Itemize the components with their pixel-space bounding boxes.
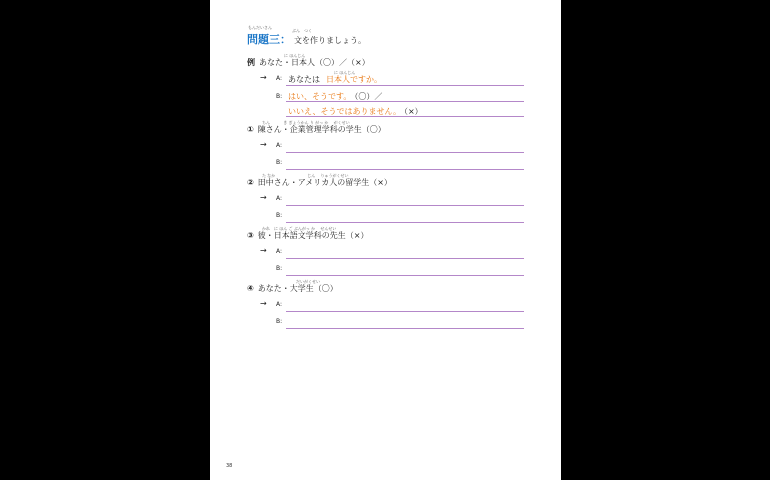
example-b-label: B: — [276, 93, 283, 100]
question-number: ④ — [247, 284, 254, 293]
arrow-icon: → — [260, 140, 267, 149]
answer-line — [286, 152, 524, 153]
b-label: B: — [276, 212, 283, 219]
arrow-icon: → — [260, 193, 267, 202]
example-b-part4: （×） — [403, 107, 423, 116]
title-instruction: 文を作りましょう。 — [294, 36, 366, 45]
answer-line — [286, 222, 524, 223]
question-number: ③ — [247, 231, 254, 240]
example-a-part1: あなたは — [288, 75, 320, 84]
answer-line — [286, 101, 524, 102]
page-number: 38 — [226, 463, 233, 469]
answer-line — [286, 275, 524, 276]
question-ruby: ちん き ぎょうかん り がっ か がくせい — [262, 120, 350, 125]
a-label: A: — [276, 248, 283, 255]
title-colon: ： — [280, 33, 291, 46]
answer-line — [286, 328, 524, 329]
question-number: ① — [247, 125, 254, 134]
question-text: あなた・大学生（〇） — [257, 284, 338, 293]
question-2 — [247, 177, 392, 188]
question-text: 田中さん・アメリカ人の留学生（×） — [257, 178, 392, 187]
question-ruby: だいがくせい — [296, 279, 320, 284]
answer-line — [286, 205, 524, 206]
question-4 — [247, 283, 338, 294]
example-prompt-text: あなた・日本人（〇）／（×） — [259, 58, 370, 67]
b-label: B: — [276, 318, 283, 325]
example-arrow-icon: → — [260, 73, 267, 82]
example-label: 例 — [247, 58, 255, 67]
b-label: B: — [276, 159, 283, 166]
answer-line — [286, 116, 524, 117]
example-a-label: A: — [276, 75, 283, 82]
example-prompt — [247, 57, 370, 68]
section-title — [247, 31, 366, 47]
question-1 — [247, 124, 386, 135]
example-a-ruby: に ほんじん — [334, 70, 356, 75]
a-label: A: — [276, 142, 283, 149]
question-ruby: た なか じん りゅうがくせい — [262, 173, 349, 178]
example-a-part3: ですか。 — [350, 75, 382, 84]
arrow-icon: → — [260, 299, 267, 308]
arrow-icon: → — [260, 246, 267, 255]
example-ruby: に ほんじん — [284, 53, 306, 58]
question-text: 陳さん・企業管理学科の学生（〇） — [257, 125, 386, 134]
question-text: 彼・日本語文学科の先生（×） — [257, 231, 369, 240]
title-main: 問題三 — [247, 33, 280, 46]
instruction-ruby: ぶん つく — [292, 28, 312, 33]
worksheet-page — [210, 0, 561, 480]
answer-line — [286, 311, 524, 312]
answer-line — [286, 85, 524, 86]
b-label: B: — [276, 265, 283, 272]
example-a-answer — [288, 74, 382, 85]
example-b-part2: （〇）／ — [354, 92, 383, 101]
a-label: A: — [276, 195, 283, 202]
example-b-part3: いいえ、そうではありません。 — [288, 107, 401, 116]
answer-line — [286, 169, 524, 170]
answer-line — [286, 258, 524, 259]
example-b-part1: はい、そうです。 — [288, 92, 352, 101]
question-number: ② — [247, 178, 254, 187]
title-ruby: もんだいさん — [248, 25, 272, 30]
a-label: A: — [276, 301, 283, 308]
question-3 — [247, 230, 368, 241]
question-ruby: かれ に ほん ご ぶんがっ か せんせい — [262, 226, 337, 231]
example-a-part2: 日本人 — [326, 75, 350, 84]
